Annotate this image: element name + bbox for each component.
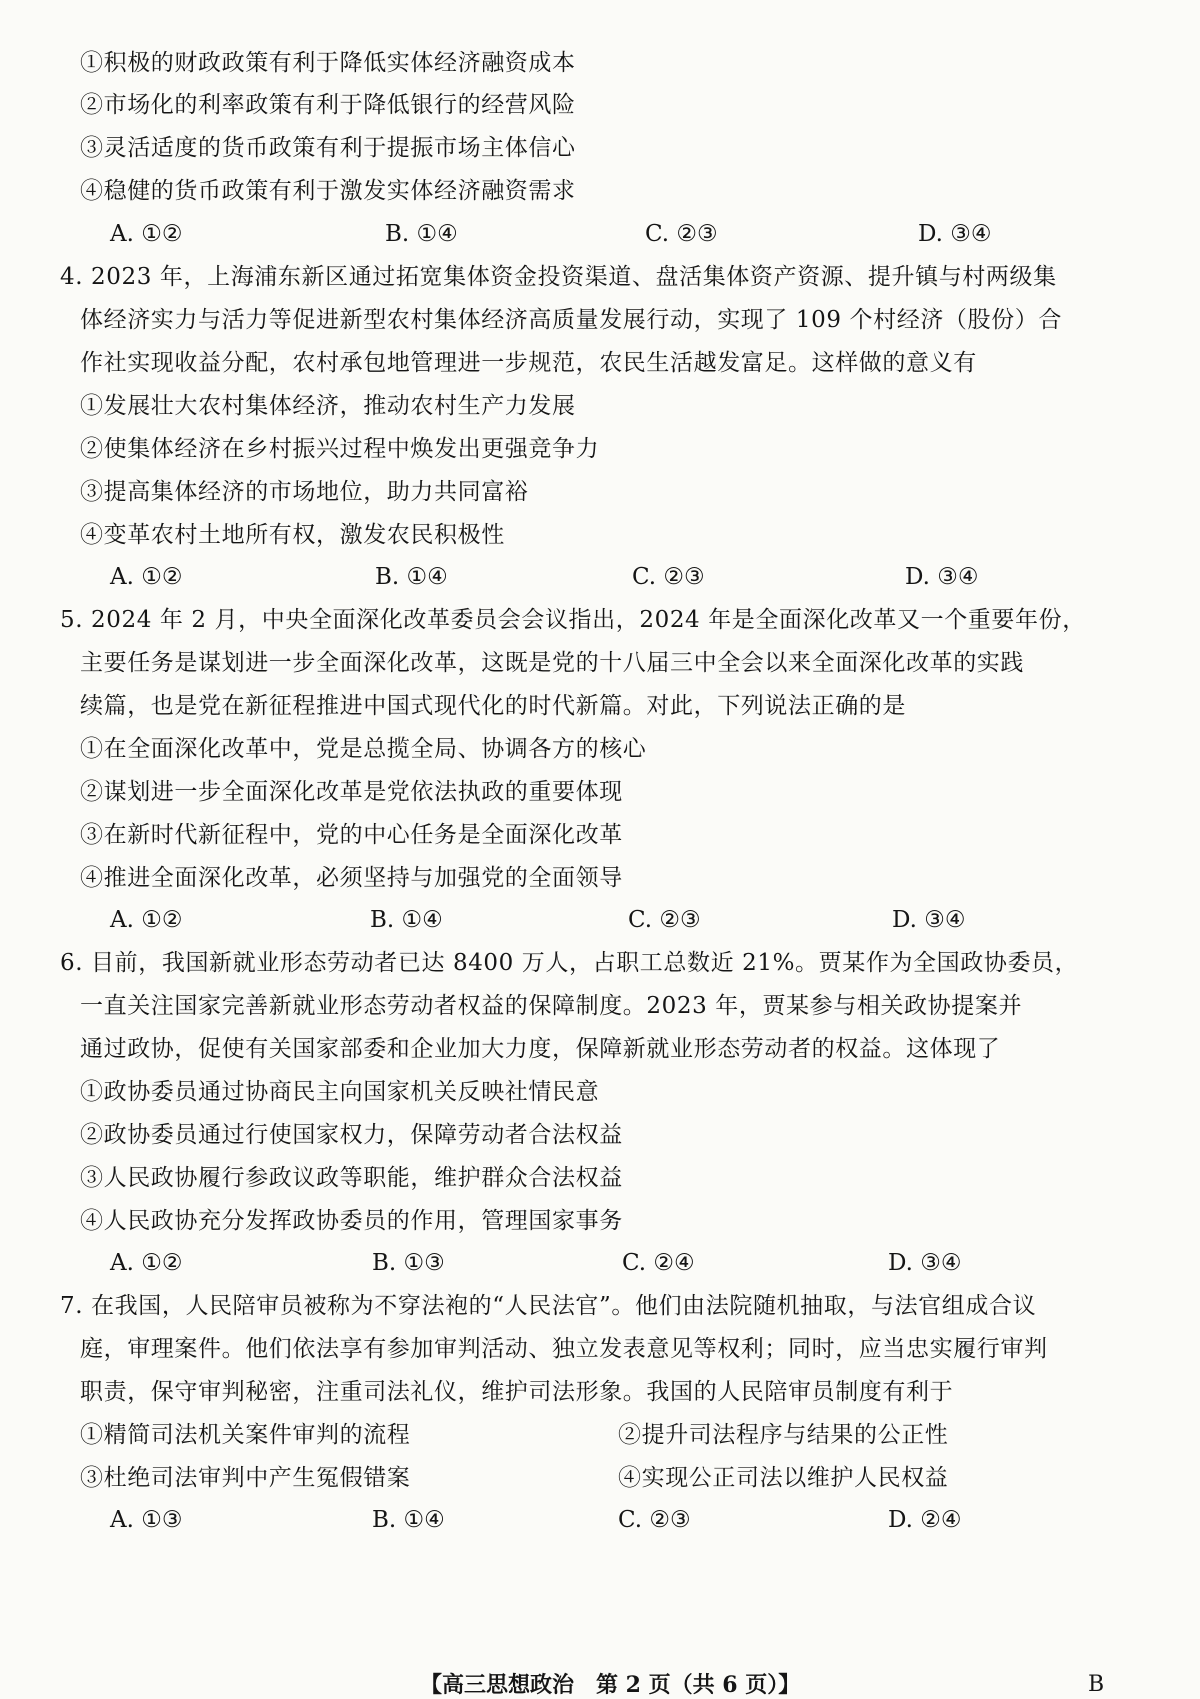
q6-statement-1: ①政协委员通过协商民主向国家机关反映社情民意 [80, 1079, 600, 1105]
q7-option-c: C. ②③ [618, 1507, 691, 1533]
q4-option-c: C. ②③ [632, 564, 705, 590]
q7-stem-line-3: 职责，保守审判秘密，注重司法礼仪，维护司法形象。我国的人民陪审员制度有利于 [80, 1379, 954, 1405]
q5-statement-4: ④推进全面深化改革，必须坚持与加强党的全面领导 [80, 865, 623, 891]
q7-statement-2: ②提升司法程序与结果的公正性 [618, 1422, 949, 1448]
q6-option-b: B. ①③ [372, 1250, 445, 1276]
q6-statement-3: ③人民政协履行参政议政等职能，维护群众合法权益 [80, 1165, 623, 1191]
q4-statement-2: ②使集体经济在乡村振兴过程中焕发出更强竞争力 [80, 436, 600, 462]
page-footer: 【高三思想政治 第 2 页（共 6 页）】 [420, 1672, 801, 1698]
q3-option-d: D. ③④ [918, 221, 992, 247]
q4-statement-4: ④变革农村土地所有权，激发农民积极性 [80, 522, 505, 548]
q6-statement-4: ④人民政协充分发挥政协委员的作用，管理国家事务 [80, 1208, 623, 1234]
q7-option-a: A. ①③ [110, 1507, 183, 1533]
q5-option-c: C. ②③ [628, 907, 701, 933]
q4-stem-line-2: 体经济实力与活力等促进新型农村集体经济高质量发展行动，实现了 109 个村经济（股份）合 [80, 307, 1062, 333]
q4-stem-line-3: 作社实现收益分配，农村承包地管理进一步规范，农民生活越发富足。这样做的意义有 [80, 350, 977, 376]
q3-option-c: C. ②③ [645, 221, 718, 247]
q7-option-d: D. ②④ [888, 1507, 962, 1533]
q4-option-b: B. ①④ [375, 564, 448, 590]
q3-statement-4: ④稳健的货币政策有利于激发实体经济融资需求 [80, 178, 576, 204]
q4-option-d: D. ③④ [905, 564, 979, 590]
q4-statement-3: ③提高集体经济的市场地位，助力共同富裕 [80, 479, 529, 505]
q5-statement-3: ③在新时代新征程中，党的中心任务是全面深化改革 [80, 822, 623, 848]
q3-statement-1: ①积极的财政政策有利于降低实体经济融资成本 [80, 50, 576, 76]
q5-stem-line-2: 主要任务是谋划进一步全面深化改革，这既是党的十八届三中全会以来全面深化改革的实践 [80, 650, 1024, 676]
q5-stem-line-1: 5. 2024 年 2 月，中央全面深化改革委员会会议指出，2024 年是全面深化改革又一个重要年份， [60, 607, 1086, 633]
q4-statement-1: ①发展壮大农村集体经济，推动农村生产力发展 [80, 393, 576, 419]
q4-option-a: A. ①② [110, 564, 183, 590]
q5-statement-2: ②谋划进一步全面深化改革是党依法执政的重要体现 [80, 779, 623, 805]
q7-stem-line-1: 7. 在我国，人民陪审员被称为不穿法袍的“人民法官”。他们由法院随机抽取，与法官组成合议 [60, 1293, 1037, 1319]
q6-stem-line-3: 通过政协，促使有关国家部委和企业加大力度，保障新就业形态劳动者的权益。这体现了 [80, 1036, 1001, 1062]
q6-stem-line-2: 一直关注国家完善新就业形态劳动者权益的保障制度。2023 年，贾某参与相关政协提案并 [80, 993, 1023, 1019]
q3-statement-3: ③灵活适度的货币政策有利于提振市场主体信心 [80, 135, 576, 161]
q6-option-d: D. ③④ [888, 1250, 962, 1276]
q3-option-a: A. ①② [110, 221, 183, 247]
q7-stem-line-2: 庭，审理案件。他们依法享有参加审判活动、独立发表意见等权利；同时，应当忠实履行审判 [80, 1336, 1048, 1362]
q5-stem-line-3: 续篇，也是党在新征程推进中国式现代化的时代新篇。对此，下列说法正确的是 [80, 693, 906, 719]
q7-option-b: B. ①④ [372, 1507, 445, 1533]
q7-statement-4: ④实现公正司法以维护人民权益 [618, 1465, 949, 1491]
q7-statement-3: ③杜绝司法审判中产生冤假错案 [80, 1465, 411, 1491]
q7-statement-1: ①精简司法机关案件审判的流程 [80, 1422, 411, 1448]
q5-option-d: D. ③④ [892, 907, 966, 933]
q5-option-b: B. ①④ [370, 907, 443, 933]
paper-version-code: B [1088, 1672, 1105, 1697]
q6-option-c: C. ②④ [622, 1250, 695, 1276]
q5-option-a: A. ①② [110, 907, 183, 933]
q3-statement-2: ②市场化的利率政策有利于降低银行的经营风险 [80, 92, 576, 118]
q6-statement-2: ②政协委员通过行使国家权力，保障劳动者合法权益 [80, 1122, 623, 1148]
q6-option-a: A. ①② [110, 1250, 183, 1276]
q4-stem-line-1: 4. 2023 年，上海浦东新区通过拓宽集体资金投资渠道、盘活集体资产资源、提升镇与村两级集 [60, 264, 1057, 290]
q6-stem-line-1: 6. 目前，我国新就业形态劳动者已达 8400 万人，占职工总数近 21%。贾某作为全国政协委员， [60, 950, 1079, 976]
q3-option-b: B. ①④ [385, 221, 458, 247]
q5-statement-1: ①在全面深化改革中，党是总揽全局、协调各方的核心 [80, 736, 647, 762]
